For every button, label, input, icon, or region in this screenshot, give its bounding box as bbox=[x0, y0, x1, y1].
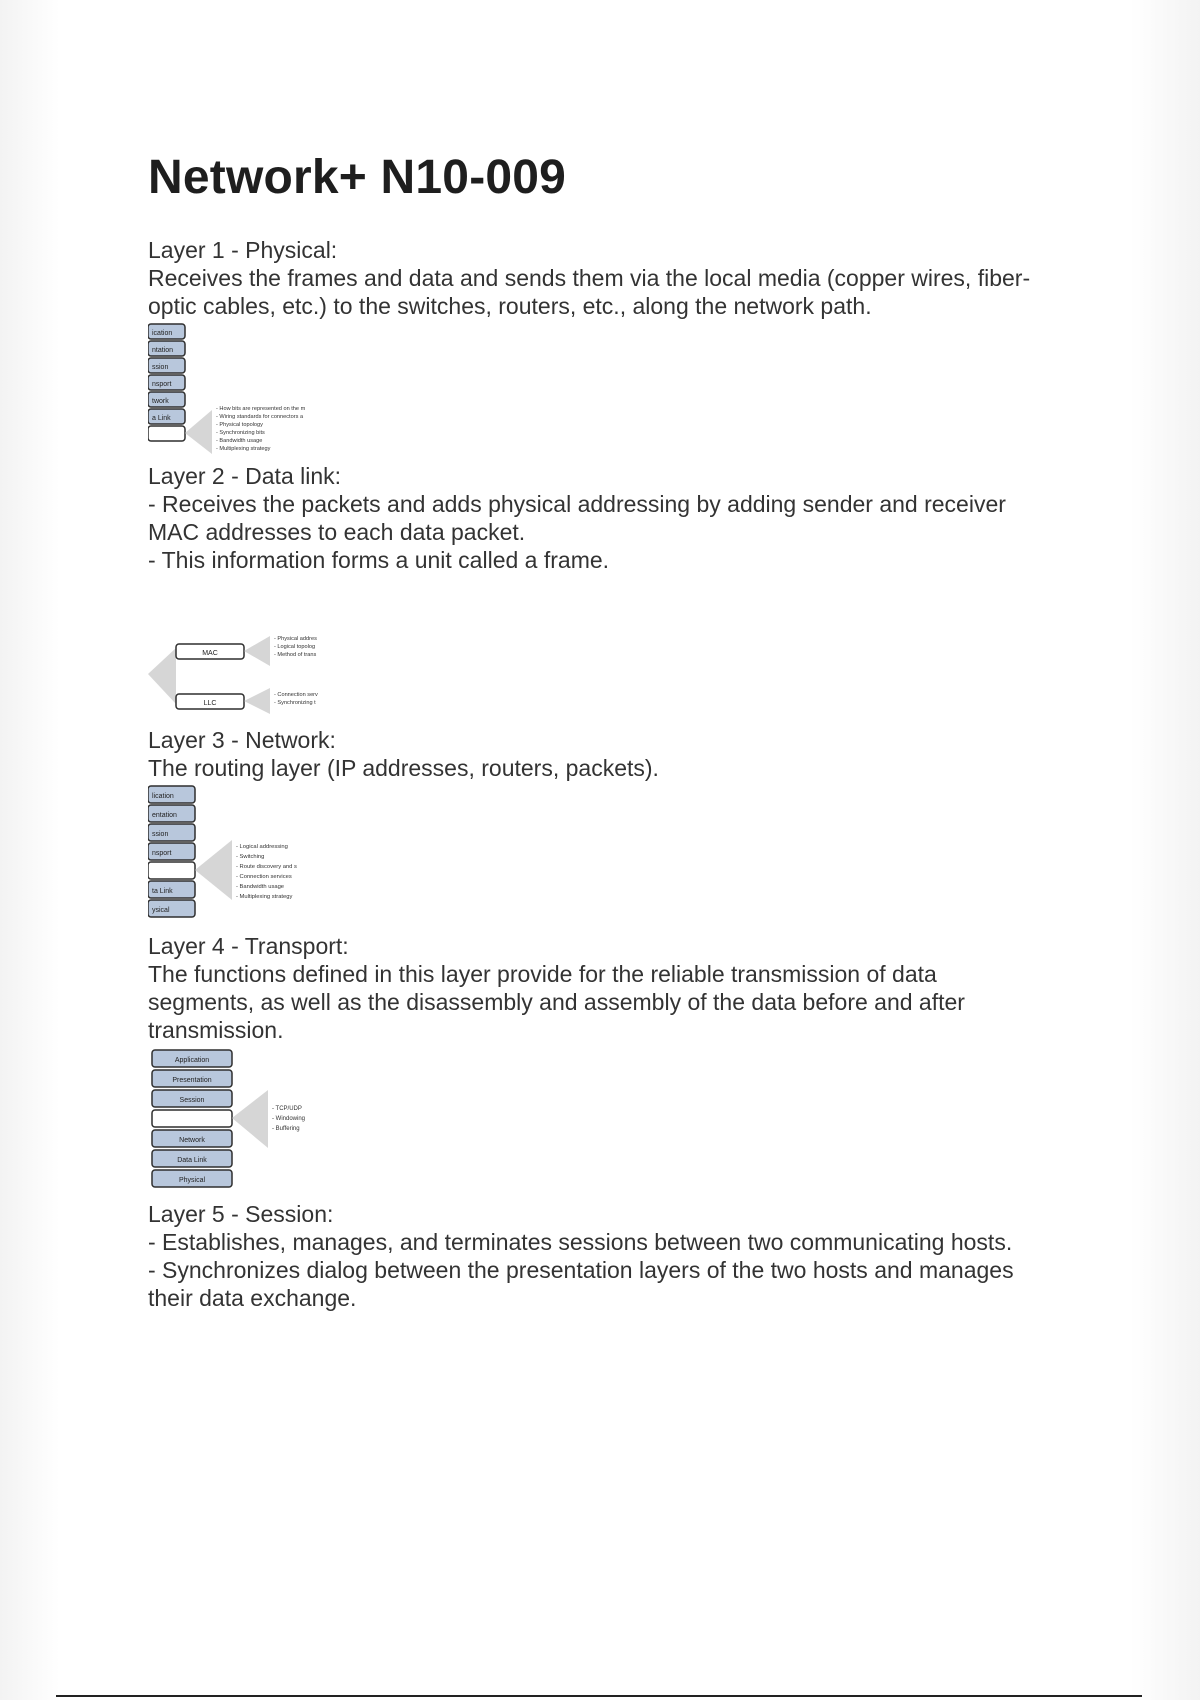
document-title: Network+ N10-009 bbox=[148, 151, 567, 204]
section-text: The routing layer (IP addresses, routers, packets). bbox=[148, 755, 659, 781]
section-layer-3 bbox=[148, 726, 1088, 924]
section-heading: Layer 5 - Session: bbox=[148, 1201, 334, 1227]
osi-stack bbox=[152, 1050, 232, 1187]
section-text: - This information forms a unit called a frame. bbox=[148, 547, 610, 573]
stack-layer bbox=[152, 1150, 232, 1167]
osi-diagram-physical bbox=[148, 322, 348, 454]
bullet-item: - Physical topology bbox=[216, 422, 263, 428]
section-text: optic cables, etc.) to the switches, routers, etc., along the network path. bbox=[148, 293, 872, 319]
stack-layer bbox=[152, 1090, 232, 1107]
stack-layer bbox=[148, 409, 185, 424]
sublayer-label: MAC bbox=[202, 650, 218, 657]
stack-layer-label: Session bbox=[179, 1097, 205, 1104]
osi-diagram-network bbox=[148, 784, 348, 924]
bullet-list bbox=[274, 636, 318, 706]
callout-wedge bbox=[244, 688, 270, 714]
stack-layer-highlight bbox=[152, 1110, 232, 1127]
osi-stack bbox=[148, 786, 195, 917]
stack-layer-label: ta Link bbox=[152, 888, 173, 895]
bullet-item: - Synchronizing t bbox=[274, 700, 316, 706]
stack-layer bbox=[148, 881, 195, 898]
section-layer-4 bbox=[148, 932, 1088, 1192]
bullet-item: - Route discovery and s bbox=[236, 864, 297, 870]
bullet-item: - Buffering bbox=[272, 1126, 300, 1132]
stack-layer bbox=[152, 1070, 232, 1087]
section-layer-5 bbox=[148, 1200, 1088, 1312]
section-heading: Layer 1 - Physical: bbox=[148, 237, 338, 263]
section-text: - Synchronizes dialog between the presentation layers of the two hosts and manages bbox=[148, 1257, 1014, 1283]
bullet-list bbox=[272, 1106, 305, 1132]
stack-layer bbox=[148, 786, 195, 803]
bullet-list bbox=[216, 406, 306, 452]
section-text: segments, as well as the disassembly and assembly of the data before and after bbox=[148, 989, 965, 1015]
stack-layer-label: lication bbox=[152, 793, 174, 800]
osi-stack bbox=[148, 324, 185, 441]
stack-layer bbox=[148, 358, 185, 373]
bullet-item: - Multiplexing strategy bbox=[236, 894, 293, 900]
section-text: - Establishes, manages, and terminates sessions between two communicating hosts. bbox=[148, 1229, 1013, 1255]
bullet-item: - Synchronizing bits bbox=[216, 430, 265, 436]
stack-layer-label: nsport bbox=[152, 850, 172, 857]
section-text: - Receives the packets and adds physical addressing by adding sender and receiver bbox=[148, 491, 1006, 517]
bullet-item: - Bandwidth usage bbox=[236, 884, 285, 890]
bullet-item: - Logical addressing bbox=[236, 844, 288, 850]
sublayer-label: LLC bbox=[203, 700, 217, 707]
stack-layer-label: entation bbox=[152, 812, 177, 819]
stack-layer-label: ssion bbox=[152, 364, 169, 371]
stack-layer-label: ication bbox=[152, 330, 173, 337]
bullet-item: - Connection serv bbox=[274, 692, 318, 698]
sublayer-mac bbox=[176, 644, 244, 659]
section-text: The functions defined in this layer provide for the reliable transmission of data bbox=[148, 961, 937, 987]
stack-layer bbox=[148, 805, 195, 822]
callout-wedge bbox=[232, 1090, 268, 1148]
callout-wedge bbox=[185, 410, 212, 454]
bullet-item: - Logical topolog bbox=[274, 644, 316, 650]
stack-layer-highlight bbox=[148, 862, 195, 879]
bullet-item: - Connection services bbox=[236, 874, 292, 880]
section-heading: Layer 4 - Transport: bbox=[148, 933, 349, 959]
stack-layer-label: Data Link bbox=[177, 1157, 207, 1164]
document-body bbox=[148, 150, 1088, 1312]
section-text: MAC addresses to each data packet. bbox=[148, 519, 526, 545]
stack-layer-highlight bbox=[148, 426, 185, 441]
osi-diagram-transport bbox=[148, 1046, 348, 1192]
callout-wedge bbox=[244, 636, 270, 666]
section-text: their data exchange. bbox=[148, 1285, 357, 1311]
stack-layer bbox=[148, 843, 195, 860]
bullet-item: - How bits are represented on the m bbox=[216, 406, 306, 412]
section-text: Receives the frames and data and sends them via the local media (copper wires, fiber- bbox=[148, 265, 1031, 291]
bullet-item: - TCP/UDP bbox=[272, 1106, 302, 1112]
section-text: transmission. bbox=[148, 1017, 284, 1043]
bullet-list bbox=[236, 844, 297, 900]
data-link-wedge bbox=[148, 648, 176, 704]
stack-layer-label: Physical bbox=[178, 1177, 206, 1184]
section-heading: Layer 3 - Network: bbox=[148, 727, 336, 753]
stack-layer bbox=[148, 824, 195, 841]
bullet-item: - Switching bbox=[236, 854, 265, 860]
stack-layer-label: a Link bbox=[152, 415, 171, 422]
stack-layer bbox=[148, 900, 195, 917]
stack-layer-label: Presentation bbox=[172, 1077, 212, 1084]
sublayer-llc bbox=[176, 694, 244, 709]
section-layer-2 bbox=[148, 462, 1088, 718]
stack-layer bbox=[148, 341, 185, 356]
bullet-item: - Physical addres bbox=[274, 636, 317, 642]
stack-layer bbox=[152, 1170, 232, 1187]
spacer bbox=[148, 574, 1088, 632]
page-bottom-rule bbox=[56, 1695, 1142, 1697]
stack-layer bbox=[152, 1130, 232, 1147]
stack-layer-label: nsport bbox=[152, 381, 172, 388]
section-heading: Layer 2 - Data link: bbox=[148, 463, 342, 489]
stack-layer bbox=[152, 1050, 232, 1067]
stack-layer bbox=[148, 324, 185, 339]
stack-layer bbox=[148, 375, 185, 390]
bullet-item: - Windowing bbox=[272, 1116, 306, 1122]
bullet-item: - Bandwidth usage bbox=[216, 438, 263, 444]
osi-diagram-data-link bbox=[148, 634, 348, 718]
stack-layer-label: ysical bbox=[152, 907, 170, 914]
stack-layer-label: twork bbox=[152, 398, 169, 405]
stack-layer-label: Application bbox=[174, 1057, 210, 1064]
bullet-item: - Multiplexing strategy bbox=[216, 446, 271, 452]
bullet-item: - Method of trans bbox=[274, 652, 317, 658]
stack-layer-label: ssion bbox=[152, 831, 169, 838]
section-layer-1 bbox=[148, 236, 1088, 454]
callout-wedge bbox=[195, 840, 232, 900]
bullet-item: - Wiring standards for connectors a bbox=[216, 414, 304, 420]
stack-layer bbox=[148, 392, 185, 407]
stack-layer-label: ntation bbox=[152, 347, 174, 354]
stack-layer-label: Network bbox=[179, 1137, 205, 1144]
